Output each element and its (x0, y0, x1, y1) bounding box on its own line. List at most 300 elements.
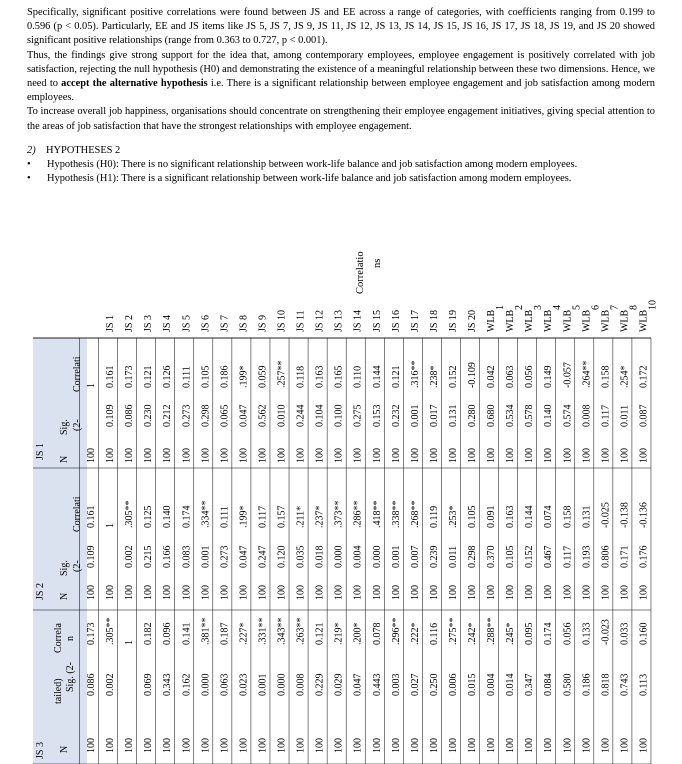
table-cell: 0.347 (524, 673, 536, 696)
table-cell: 100 (276, 738, 288, 753)
table-cell: 0.163 (505, 505, 517, 528)
table-cell: 0.111 (181, 366, 193, 388)
table-cell: 0.121 (390, 365, 402, 388)
table-caption: Correlatio (355, 251, 366, 294)
table-cell: 100 (86, 448, 97, 463)
table-cell: .199* (238, 505, 250, 528)
table-cell: 100 (428, 448, 440, 463)
table-cell: 0.109 (105, 404, 117, 427)
table-cell: 0.117 (257, 505, 269, 528)
table-cell: 100 (638, 448, 650, 463)
table-cell: -0.057 (562, 362, 574, 388)
paragraph-findings: Specifically, significant positive correlations were found between JS and EE across a range of categories, with coefficients ranging from 0.199 to 0.596 (p < 0.05). Particularly, EE and JS items like JS 5, JS 7, JS 9, JS 11, JS 12, JS 13, JS 14, JS 15, JS 16, JS 17, JS 18, JS 19, and JS 20 showed significant positive relationships (range from 0.363 to 0.727, p < 0.001). (27, 7, 655, 47)
table-cell: 0.011 (619, 404, 631, 427)
table-cell: 0.743 (619, 673, 631, 696)
table-cell: 100 (181, 448, 193, 463)
table-cell: 0.109 (86, 545, 97, 568)
row-label-suffix: 4 (552, 305, 564, 310)
table-cell: 100 (257, 448, 269, 463)
table-cell: 0.096 (162, 622, 174, 645)
table-cell: 100 (200, 448, 212, 463)
table-cell: 0.343 (162, 673, 174, 696)
hypothesis-h0: • Hypothesis (H0): There is no significant relationship between work-life balance and job satisfaction among modern employees. (47, 158, 655, 172)
table-cell: 100 (409, 738, 421, 753)
table-cell: 100 (124, 738, 136, 753)
row-label-suffix: 3 (533, 304, 545, 310)
row-label-suffix: 5 (571, 305, 583, 310)
table-cell: 100 (428, 738, 440, 753)
table-cell: 100 (543, 738, 555, 753)
column-header: (2- (72, 419, 83, 431)
table-cell: .288** (486, 617, 498, 645)
table-cell: 0.111 (219, 506, 231, 528)
table-cell: 100 (352, 448, 364, 463)
table-cell: 100 (333, 448, 345, 463)
table-cell: 0.121 (314, 622, 326, 645)
table-cell: 0.182 (143, 622, 155, 645)
table-cell: 100 (619, 448, 631, 463)
table-cell: 100 (409, 448, 421, 463)
table-cell: .296** (390, 617, 402, 645)
row-label: WLB (543, 309, 555, 332)
table-cell: 0.443 (371, 673, 383, 696)
table-cell: 0.215 (143, 545, 155, 568)
table-cell: -0.023 (600, 619, 612, 645)
table-cell: 100 (295, 738, 307, 753)
row-label: JS 11 (295, 310, 307, 332)
row-label: JS 7 (219, 315, 231, 332)
table-cell: 0.004 (486, 673, 498, 696)
table-cell: 0.166 (162, 545, 174, 568)
table-cell: 0.000 (200, 673, 212, 696)
table-cell: 100 (352, 585, 364, 600)
table-cell: 100 (562, 448, 574, 463)
table-cell: 100 (333, 585, 345, 600)
table-cell: 0.534 (505, 404, 517, 427)
table-cell: 0.173 (86, 622, 97, 645)
column-header: N (59, 745, 70, 753)
table-cell: 100 (467, 585, 478, 600)
table-cell: 100 (505, 738, 517, 753)
table-cell: 0.006 (447, 673, 459, 696)
table-cell: 0.173 (124, 365, 136, 388)
table-cell: 100 (543, 448, 555, 463)
row-label: WLB (505, 309, 517, 332)
table-cell: 0.162 (181, 673, 193, 696)
row-label: JS 12 (314, 310, 326, 332)
table-cell: 0.131 (447, 404, 459, 427)
table-cell: 0.152 (524, 545, 536, 568)
table-cell: .222* (409, 622, 421, 645)
table-cell: 100 (86, 585, 97, 600)
table-cell: 0.059 (257, 365, 269, 388)
table-cell: 0.229 (314, 673, 326, 696)
table-cell: .286** (352, 500, 364, 528)
table-cell: .263** (295, 617, 307, 645)
correlation-table (33, 228, 659, 764)
table-cell: 0.163 (314, 365, 326, 388)
row-label: JS 4 (162, 315, 174, 332)
table-cell: 0.008 (295, 673, 307, 696)
table-cell: 100 (638, 585, 650, 600)
table-cell: 0.087 (638, 404, 650, 427)
table-cell: 0.186 (581, 673, 593, 696)
table-cell: 100 (390, 585, 402, 600)
row-label: WLB (600, 309, 612, 332)
table-cell: 0.298 (467, 545, 478, 568)
table-cell: 0.105 (467, 505, 478, 528)
row-label: JS 19 (447, 310, 459, 332)
table-cell: 100 (390, 738, 402, 753)
table-cell: 0.056 (524, 365, 536, 388)
row-label: WLB (581, 309, 593, 332)
table-cell: 0.001 (390, 545, 402, 568)
table-cell: 100 (562, 585, 574, 600)
table-cell: 0.247 (257, 545, 269, 568)
group-label-js2: JS 2 (35, 583, 46, 600)
table-cell: 100 (276, 585, 288, 600)
table-cell: 0.157 (276, 505, 288, 528)
table-cell: .227* (238, 622, 250, 645)
table-cell: .253* (447, 505, 459, 528)
table-cell: 0.275 (352, 404, 364, 427)
table-cell: 0.244 (295, 404, 307, 427)
table-cell: 0.001 (409, 404, 421, 427)
row-label: JS 16 (390, 310, 402, 332)
row-label: WLB (619, 309, 631, 332)
table-caption-tail: ns (372, 258, 383, 268)
table-cell: 0.133 (581, 622, 593, 645)
row-label: JS 2 (124, 315, 136, 332)
table-cell: 0.212 (162, 404, 174, 427)
table-cell: .219* (333, 622, 345, 645)
table-cell: 100 (238, 585, 250, 600)
table-cell: 100 (143, 738, 155, 753)
row-label: JS 17 (409, 310, 421, 332)
table-cell: 0.298 (200, 404, 212, 427)
table-cell: -0.138 (619, 502, 631, 528)
table-cell: .373** (333, 500, 345, 528)
row-label: JS 20 (467, 310, 478, 332)
table-cell: 100 (219, 738, 231, 753)
table-cell: 100 (143, 448, 155, 463)
row-label: WLB (638, 309, 650, 332)
table-cell: .199* (238, 365, 250, 388)
table-cell: 0.000 (371, 545, 383, 568)
table-cell: 100 (581, 738, 593, 753)
table-cell: 0.063 (505, 365, 517, 388)
hypothesis-h1: • Hypothesis (H1): There is a significant relationship between work-life balance and job satisfaction among modern employees. (47, 172, 655, 186)
table-cell: 1 (105, 523, 117, 528)
row-label: JS 1 (105, 315, 117, 332)
column-subheader: Sig. (59, 419, 70, 435)
table-cell: 0.161 (86, 505, 97, 528)
table-cell: 0.250 (428, 673, 440, 696)
row-label: JS 5 (181, 315, 193, 332)
table-cell: 0.232 (390, 404, 402, 427)
table-cell: 0.158 (600, 365, 612, 388)
table-cell: 100 (105, 585, 117, 600)
table-cell: 0.126 (162, 365, 174, 388)
table-cell: 100 (124, 585, 136, 600)
table-cell: 0.113 (638, 673, 650, 696)
table-cell: 0.004 (352, 545, 364, 568)
row-label: WLB (486, 309, 498, 332)
table-cell: 100 (600, 448, 612, 463)
table-cell: 0.002 (124, 545, 136, 568)
table-cell: 0.047 (352, 673, 364, 696)
table-cell: .275** (447, 617, 459, 645)
table-cell: 100 (238, 448, 250, 463)
table-cell: 0.000 (333, 545, 345, 568)
table-cell: 0.118 (295, 365, 307, 388)
table-cell: 0.153 (371, 404, 383, 427)
body-text (27, 6, 655, 186)
table-cell: .237* (314, 505, 326, 528)
table-cell: 0.069 (143, 673, 155, 696)
row-label: JS 8 (238, 315, 250, 332)
table-cell: 0.818 (600, 673, 612, 696)
table-cell: 100 (181, 585, 193, 600)
table-cell: 0.174 (181, 505, 193, 528)
table-cell: 0.239 (428, 545, 440, 568)
table-cell: 100 (276, 448, 288, 463)
table-cell: 100 (105, 448, 117, 463)
table-cell: 0.187 (219, 622, 231, 645)
table-cell: 0.141 (181, 622, 193, 645)
table-cell: 100 (447, 738, 459, 753)
table-cell: 0.047 (238, 545, 250, 568)
table-cell: 100 (200, 585, 212, 600)
table-cell: 100 (447, 585, 459, 600)
table-cell: 100 (181, 738, 193, 753)
table-cell: 100 (600, 585, 612, 600)
table-cell: 100 (486, 448, 498, 463)
correlation-table-svg (33, 228, 659, 764)
table-cell: 0.105 (505, 545, 517, 568)
table-cell: 100 (638, 738, 650, 753)
table-cell: 0.017 (428, 404, 440, 427)
table-cell: 100 (486, 585, 498, 600)
table-cell: 100 (562, 738, 574, 753)
table-cell: 0.370 (486, 545, 498, 568)
table-cell: 100 (105, 738, 117, 753)
table-cell: 0.011 (447, 545, 459, 568)
table-cell: 0.042 (486, 365, 498, 388)
table-cell: 0.140 (162, 505, 174, 528)
table-cell: 0.105 (200, 365, 212, 388)
table-cell: 100 (428, 585, 440, 600)
table-cell: .238* (428, 365, 440, 388)
row-label-suffix: 2 (514, 305, 526, 310)
table-cell: 0.144 (371, 365, 383, 388)
column-header: (2- (72, 560, 83, 572)
table-cell: 100 (143, 585, 155, 600)
table-cell: 100 (352, 738, 364, 753)
table-cell: .211* (295, 505, 307, 528)
row-label: JS 9 (257, 315, 269, 332)
table-cell: 0.110 (352, 365, 364, 388)
table-cell: 0.027 (409, 673, 421, 696)
table-cell: 0.003 (390, 673, 402, 696)
table-cell: .242* (467, 622, 478, 645)
table-cell: 0.193 (581, 545, 593, 568)
table-cell: 0.063 (219, 673, 231, 696)
hypotheses-list (27, 158, 655, 186)
table-cell: 0.152 (447, 365, 459, 388)
table-cell: .254* (619, 365, 631, 388)
row-label-suffix: 1 (495, 305, 507, 310)
table-cell: -0.025 (600, 502, 612, 528)
table-cell: 0.140 (543, 404, 555, 427)
table-cell: 0.018 (314, 545, 326, 568)
table-cell: 100 (124, 448, 136, 463)
table-cell: 0.273 (181, 404, 193, 427)
table-cell: 0.280 (467, 404, 478, 427)
table-cell: 0.186 (219, 365, 231, 388)
table-cell: 100 (524, 738, 536, 753)
table-cell: 100 (619, 585, 631, 600)
table-cell: 0.273 (219, 545, 231, 568)
table-cell: 0.125 (143, 505, 155, 528)
table-cell: 100 (581, 448, 593, 463)
column-header: n (65, 636, 76, 641)
table-cell: 0.172 (638, 365, 650, 388)
table-cell: 100 (505, 448, 517, 463)
table-cell: 100 (505, 585, 517, 600)
table-cell: .257** (276, 360, 288, 388)
table-cell: 0.165 (333, 365, 345, 388)
table-cell: 0.001 (200, 545, 212, 568)
column-subheader: Sig. (59, 560, 70, 576)
hypotheses-heading (27, 144, 655, 158)
table-cell: 1 (86, 383, 97, 388)
row-label: WLB (524, 309, 536, 332)
table-cell: 0.578 (524, 404, 536, 427)
table-cell: .343** (276, 617, 288, 645)
row-label-suffix: 6 (590, 305, 602, 310)
row-label-suffix: 8 (628, 305, 640, 310)
table-cell: 100 (219, 585, 231, 600)
group-label-js3: JS 3 (35, 742, 46, 759)
table-cell: 100 (581, 585, 593, 600)
table-cell: .381** (200, 617, 212, 645)
table-cell: 100 (314, 448, 326, 463)
table-cell: .418** (371, 500, 383, 528)
column-header: Correla (53, 623, 64, 653)
table-cell: 100 (219, 448, 231, 463)
table-cell: 0.083 (181, 545, 193, 568)
table-cell: 100 (162, 585, 174, 600)
table-cell: -0.109 (467, 362, 478, 388)
row-label-suffix: 10 (647, 300, 659, 310)
table-cell: .268** (409, 500, 421, 528)
table-cell: 100 (447, 448, 459, 463)
table-cell: .264** (581, 360, 593, 388)
table-cell: 0.007 (409, 545, 421, 568)
row-label: JS 15 (371, 310, 383, 332)
table-cell: .334** (200, 500, 212, 528)
table-cell: 100 (371, 448, 383, 463)
table-cell: .338** (390, 500, 402, 528)
table-cell: 0.119 (428, 505, 440, 528)
table-cell: 100 (314, 585, 326, 600)
table-cell: 0.120 (276, 545, 288, 568)
table-cell: 0.078 (371, 622, 383, 645)
row-label: WLB (562, 309, 574, 332)
table-cell: 0.574 (562, 404, 574, 427)
table-cell: 0.100 (333, 404, 345, 427)
table-cell: .331** (257, 617, 269, 645)
table-cell: 0.001 (257, 673, 269, 696)
row-label: JS 14 (352, 310, 364, 332)
table-cell: 1 (124, 640, 136, 645)
table-cell: 0.230 (143, 404, 155, 427)
table-cell: 0.023 (238, 673, 250, 696)
table-cell: 100 (295, 448, 307, 463)
table-cell: 0.084 (543, 673, 555, 696)
column-header: N (59, 592, 70, 600)
table-cell: 100 (257, 738, 269, 753)
table-cell: 0.160 (638, 622, 650, 645)
heading-text: HYPOTHESES 2 (46, 144, 121, 156)
table-cell: 0.171 (619, 545, 631, 568)
table-cell: 0.074 (543, 505, 555, 528)
table-cell: 0.104 (314, 404, 326, 427)
table-cell: 0.562 (257, 404, 269, 427)
column-header: Correlati (72, 496, 83, 532)
table-cell: 0.131 (581, 505, 593, 528)
table-cell: 100 (467, 448, 478, 463)
row-label: JS 6 (200, 315, 212, 332)
table-cell: 0.015 (467, 673, 478, 696)
row-label-suffix: 7 (609, 305, 621, 310)
table-cell: .305** (124, 500, 136, 528)
table-cell: 0.014 (505, 673, 517, 696)
table-cell: 100 (295, 585, 307, 600)
table-cell: 0.176 (638, 545, 650, 568)
table-cell: 0.806 (600, 545, 612, 568)
table-cell: 100 (86, 738, 97, 753)
row-label: JS 10 (276, 310, 288, 332)
table-cell: 100 (371, 738, 383, 753)
table-cell: 0.091 (486, 505, 498, 528)
table-cell: 0.065 (219, 404, 231, 427)
table-cell: .245* (505, 622, 517, 645)
table-cell: 0.010 (276, 404, 288, 427)
heading-number: 2) (27, 144, 36, 156)
table-cell: 0.144 (524, 505, 536, 528)
table-cell: 0.174 (543, 622, 555, 645)
conclusion-tail: i.e. There is a significant relationship between employee engagement and job satisfaction among modern employees. (27, 78, 655, 104)
table-cell: 0.086 (124, 404, 136, 427)
table-cell: 0.056 (562, 622, 574, 645)
column-header: N (59, 455, 70, 463)
table-cell: 0.008 (581, 404, 593, 427)
paragraph-recommendation: To increase overall job happiness, organisations should concentrate on strengthening their employee engagement initiatives, giving special attention to the areas of job satisfaction that have the strongest relationships with employee engagement. (27, 106, 655, 132)
table-cell: 100 (162, 738, 174, 753)
table-cell: 0.000 (276, 673, 288, 696)
table-cell: .200* (352, 622, 364, 645)
table-cell: 100 (200, 738, 212, 753)
table-cell: 0.086 (86, 673, 97, 696)
table-cell: 100 (619, 738, 631, 753)
table-cell: .316** (409, 360, 421, 388)
table-cell: 100 (162, 448, 174, 463)
table-cell: 100 (257, 585, 269, 600)
table-cell: 0.035 (295, 545, 307, 568)
table-cell: 100 (543, 585, 555, 600)
